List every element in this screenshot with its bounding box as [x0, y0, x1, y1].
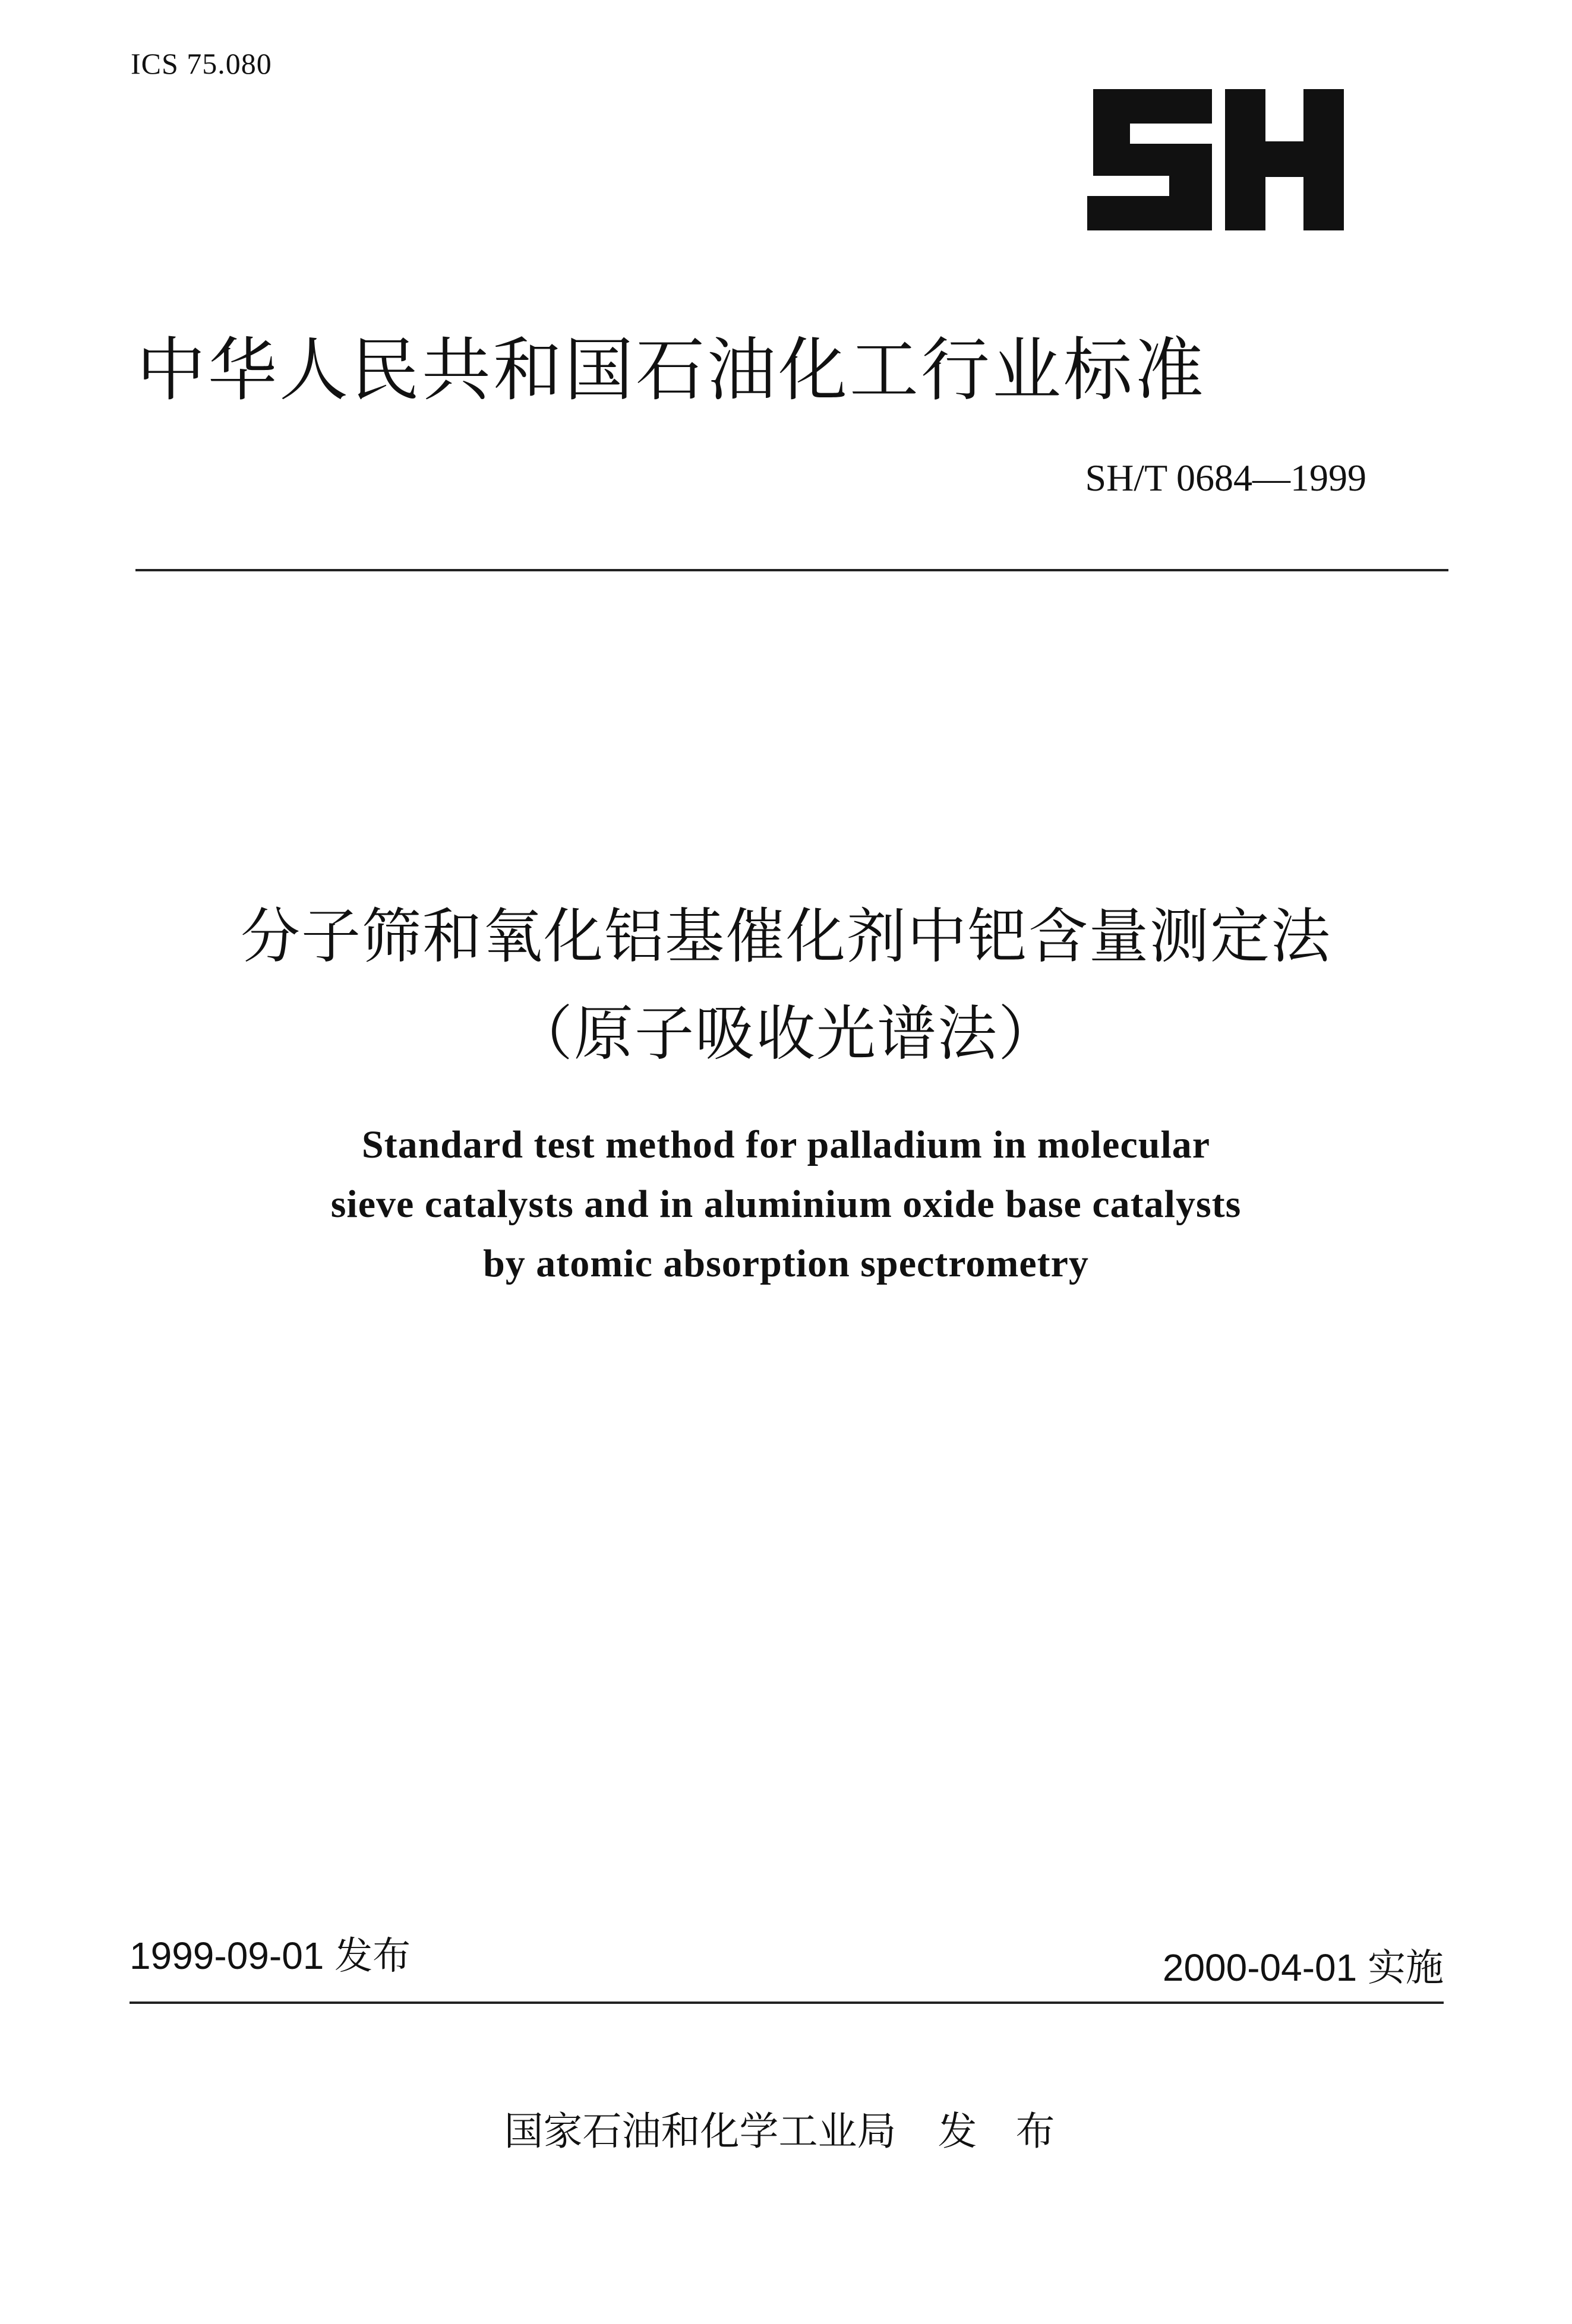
- sh-logo: [1087, 89, 1344, 230]
- title-english-line-1: Standard test method for palladium in molecular: [361, 1123, 1211, 1166]
- title-chinese-line-1: 分子筛和氧化铝基催化剂中钯含量测定法: [241, 902, 1331, 971]
- issue-date: 1999-09-01 发布: [130, 1934, 411, 1977]
- footer-rule: [130, 2002, 1444, 2004]
- title-chinese-line-2: （原子吸收光谱法）: [513, 999, 1059, 1068]
- implementation-date: 2000-04-01 实施: [1162, 1946, 1444, 1989]
- title-english-line-3: by atomic absorption spectrometry: [483, 1242, 1089, 1285]
- industry-standard-title: 中华人民共和国石油化工行业标准: [137, 330, 1206, 410]
- ics-code: ICS 75.080: [131, 47, 272, 80]
- publisher: [0, 2099, 1572, 2156]
- title-english-line-2: sieve catalysts and in aluminium oxide base catalysts: [330, 1182, 1242, 1226]
- header-rule: [135, 569, 1448, 571]
- publisher-name: 国家石油和化学工业局: [504, 2108, 897, 2154]
- publish-verb: 发 布: [937, 2108, 1068, 2154]
- standard-number: SH/T 0684—1999: [1085, 457, 1366, 499]
